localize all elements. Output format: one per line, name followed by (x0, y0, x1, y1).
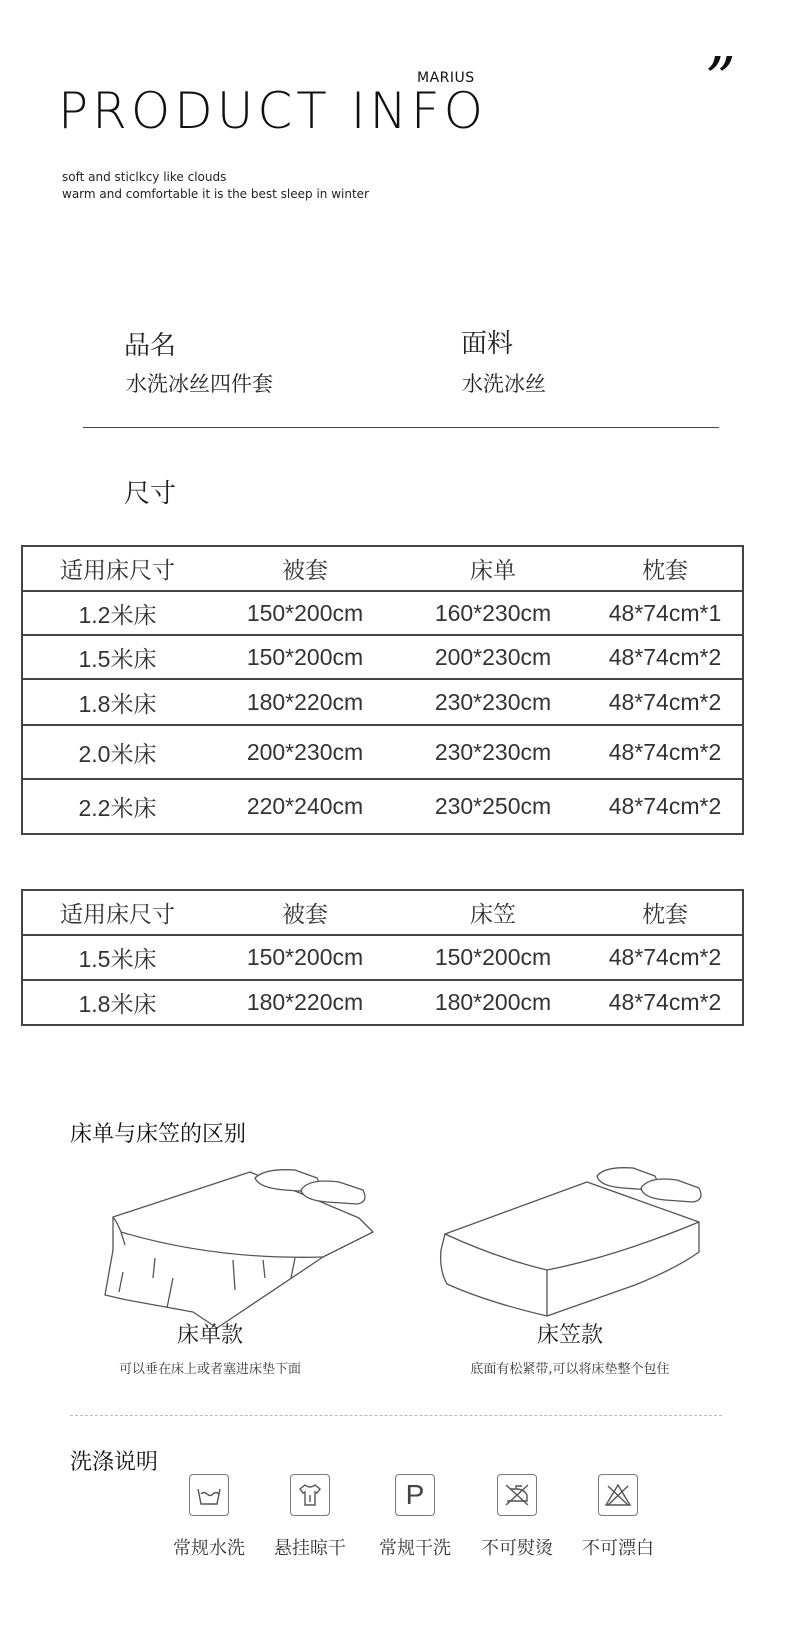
table-cell: 160*230cm (398, 591, 588, 635)
table-cell: 1.8米床 (22, 679, 212, 725)
table-row (22, 635, 743, 679)
care-title: 洗涤说明 (70, 1450, 159, 1475)
page-headline: PRODUCT INFO (58, 82, 487, 140)
dry-clean-p-glyph: P (405, 1479, 425, 1510)
table-cell: 230*230cm (398, 725, 588, 779)
size-label: 尺寸 (124, 479, 177, 509)
table-row (22, 679, 743, 725)
table-cell: 48*74cm*1 (588, 591, 743, 635)
care-label-no-iron: 不可熨烫 (481, 1538, 553, 1559)
table-header-cell: 适用床尺寸 (60, 901, 175, 927)
table-cell: 48*74cm*2 (588, 725, 743, 779)
wash-tub-icon (189, 1474, 229, 1516)
fitted-sheet-caption: 床笠款 (536, 1323, 603, 1348)
no-iron-icon (497, 1474, 537, 1516)
care-label-dry-clean: 常规干洗 (379, 1538, 451, 1559)
flat-sheet-note: 可以垂在床上或者塞进床垫下面 (118, 1362, 301, 1377)
size-table-sheet (21, 545, 744, 835)
table-cell: 220*240cm (212, 779, 398, 834)
table-cell: 48*74cm*2 (588, 779, 743, 834)
tagline-line-2: warm and comfortable it is the best sleep in winter (62, 187, 369, 201)
table-cell: 200*230cm (212, 725, 398, 779)
table-cell: 1.2米床 (22, 591, 212, 635)
brand-name: MARIUS (417, 70, 475, 86)
table-header-cell: 适用床尺寸 (60, 557, 175, 583)
fitted-sheet-bed-icon (437, 1160, 717, 1320)
care-divider (70, 1415, 722, 1416)
no-bleach-icon (598, 1474, 638, 1516)
table-cell: 48*74cm*2 (588, 679, 743, 725)
table-row (22, 725, 743, 779)
table-cell: 150*200cm (212, 635, 398, 679)
table-cell: 230*250cm (398, 779, 588, 834)
fitted-sheet-note: 底面有松紧带,可以将床垫整个包住 (470, 1362, 670, 1377)
table-header-cell: 枕套 (642, 557, 688, 583)
table-header-row (22, 890, 743, 935)
flat-sheet-bed-icon (95, 1160, 395, 1335)
product-name-value: 水洗冰丝四件套 (126, 372, 273, 396)
dry-clean-p-icon (395, 1474, 435, 1516)
table-row (22, 980, 743, 1025)
table-header-row (22, 546, 743, 591)
size-table-fitted (21, 889, 744, 1026)
table-row (22, 779, 743, 834)
table-cell: 1.8米床 (22, 980, 212, 1025)
tagline-line-1: soft and sticlkcy like clouds (62, 170, 227, 184)
section-divider (83, 427, 719, 428)
table-header-cell: 枕套 (642, 901, 688, 927)
table-cell: 1.5米床 (22, 635, 212, 679)
table-cell: 48*74cm*2 (588, 935, 743, 980)
table-cell: 1.5米床 (22, 935, 212, 980)
table-row (22, 935, 743, 980)
table-cell: 180*220cm (212, 679, 398, 725)
table-cell: 150*200cm (212, 591, 398, 635)
fabric-label: 面料 (461, 329, 514, 359)
table-cell: 48*74cm*2 (588, 635, 743, 679)
table-header-cell: 床单 (470, 557, 516, 583)
difference-title: 床单与床笠的区别 (70, 1122, 247, 1147)
flat-sheet-caption: 床单款 (176, 1323, 243, 1348)
product-name-label: 品名 (124, 331, 177, 361)
quote-mark: ” (705, 45, 736, 115)
table-cell: 48*74cm*2 (588, 980, 743, 1025)
table-cell: 150*200cm (398, 935, 588, 980)
care-label-wash: 常规水洗 (173, 1538, 245, 1559)
table-header-cell: 床笠 (470, 901, 516, 927)
fabric-value: 水洗冰丝 (462, 372, 546, 396)
hang-dry-shirt-icon (290, 1474, 330, 1516)
table-header-cell: 被套 (282, 557, 328, 583)
table-cell: 180*220cm (212, 980, 398, 1025)
table-cell: 2.2米床 (22, 779, 212, 834)
table-header-cell: 被套 (282, 901, 328, 927)
table-cell: 180*200cm (398, 980, 588, 1025)
table-cell: 200*230cm (398, 635, 588, 679)
table-cell: 150*200cm (212, 935, 398, 980)
table-cell: 230*230cm (398, 679, 588, 725)
table-row (22, 591, 743, 635)
table-cell: 2.0米床 (22, 725, 212, 779)
care-label-no-bleach: 不可漂白 (582, 1538, 654, 1559)
care-label-hang-dry: 悬挂晾干 (274, 1538, 346, 1559)
